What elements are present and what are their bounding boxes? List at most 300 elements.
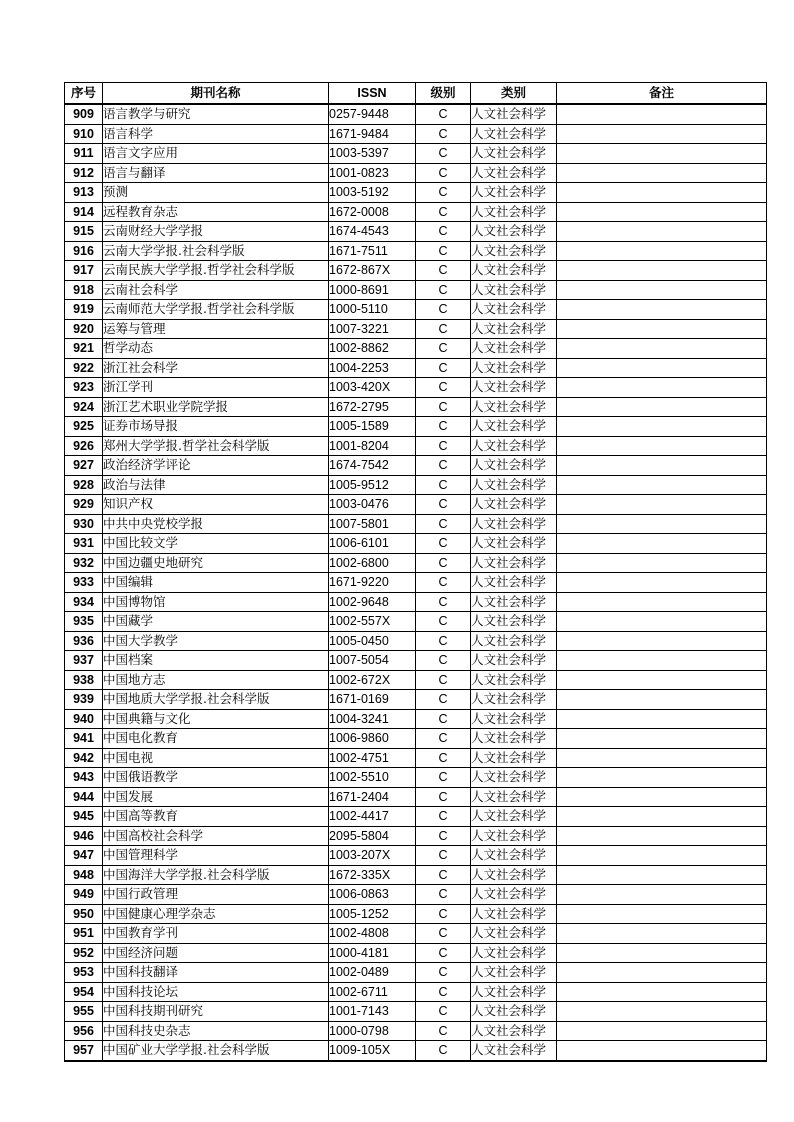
- cell-issn: 1002-8862: [329, 339, 416, 359]
- cell-no: 913: [65, 183, 103, 203]
- cell-note: [557, 553, 767, 573]
- cell-journal-name: 中国藏学: [103, 612, 329, 632]
- table-row: [65, 943, 767, 963]
- cell-note: [557, 358, 767, 378]
- header-level: 级别: [416, 83, 471, 105]
- cell-category: 人文社会科学: [471, 924, 557, 944]
- cell-category: 人文社会科学: [471, 982, 557, 1002]
- cell-journal-name: 中国俄语教学: [103, 768, 329, 788]
- table-row: [65, 846, 767, 866]
- cell-no: 929: [65, 495, 103, 515]
- cell-note: [557, 534, 767, 554]
- table-row: [65, 904, 767, 924]
- cell-issn: 1671-0169: [329, 690, 416, 710]
- cell-category: 人文社会科学: [471, 378, 557, 398]
- cell-no: 950: [65, 904, 103, 924]
- cell-category: 人文社会科学: [471, 826, 557, 846]
- table-row: [65, 826, 767, 846]
- cell-journal-name: 中国科技翻译: [103, 963, 329, 983]
- cell-journal-name: 中国管理科学: [103, 846, 329, 866]
- cell-no: 928: [65, 475, 103, 495]
- cell-no: 916: [65, 241, 103, 261]
- cell-note: [557, 904, 767, 924]
- cell-category: 人文社会科学: [471, 319, 557, 339]
- cell-note: [557, 124, 767, 144]
- cell-journal-name: 知识产权: [103, 495, 329, 515]
- cell-no: 936: [65, 631, 103, 651]
- cell-level: C: [416, 358, 471, 378]
- cell-issn: 1005-9512: [329, 475, 416, 495]
- cell-journal-name: 中国地方志: [103, 670, 329, 690]
- cell-level: C: [416, 280, 471, 300]
- cell-note: [557, 436, 767, 456]
- cell-journal-name: 中国教育学刊: [103, 924, 329, 944]
- cell-journal-name: 中国大学教学: [103, 631, 329, 651]
- cell-no: 930: [65, 514, 103, 534]
- table-row: [65, 378, 767, 398]
- table-row: [65, 651, 767, 671]
- cell-no: 945: [65, 807, 103, 827]
- cell-level: C: [416, 729, 471, 749]
- cell-note: [557, 144, 767, 164]
- cell-issn: 1002-4751: [329, 748, 416, 768]
- table-row: [65, 573, 767, 593]
- cell-journal-name: 浙江社会科学: [103, 358, 329, 378]
- cell-issn: 1000-4181: [329, 943, 416, 963]
- cell-category: 人文社会科学: [471, 592, 557, 612]
- cell-level: C: [416, 124, 471, 144]
- cell-journal-name: 证券市场导报: [103, 417, 329, 437]
- cell-category: 人文社会科学: [471, 807, 557, 827]
- cell-level: C: [416, 397, 471, 417]
- cell-note: [557, 982, 767, 1002]
- cell-category: 人文社会科学: [471, 397, 557, 417]
- cell-note: [557, 319, 767, 339]
- cell-no: 948: [65, 865, 103, 885]
- table-row: [65, 670, 767, 690]
- cell-category: 人文社会科学: [471, 495, 557, 515]
- cell-note: [557, 495, 767, 515]
- cell-note: [557, 651, 767, 671]
- cell-category: 人文社会科学: [471, 651, 557, 671]
- cell-issn: 1002-6711: [329, 982, 416, 1002]
- cell-level: C: [416, 1021, 471, 1041]
- cell-issn: 1006-9860: [329, 729, 416, 749]
- table-row: [65, 924, 767, 944]
- table-row: [65, 358, 767, 378]
- table-row: [65, 495, 767, 515]
- table-row: [65, 534, 767, 554]
- cell-level: C: [416, 261, 471, 281]
- cell-level: C: [416, 514, 471, 534]
- cell-level: C: [416, 943, 471, 963]
- cell-issn: 1671-2404: [329, 787, 416, 807]
- cell-journal-name: 中国比较文学: [103, 534, 329, 554]
- cell-level: C: [416, 183, 471, 203]
- cell-level: C: [416, 904, 471, 924]
- journal-table: [64, 82, 767, 1062]
- cell-journal-name: 中国科技史杂志: [103, 1021, 329, 1041]
- cell-journal-name: 中共中央党校学报: [103, 514, 329, 534]
- cell-level: C: [416, 339, 471, 359]
- cell-issn: 1000-0798: [329, 1021, 416, 1041]
- cell-issn: 1007-5801: [329, 514, 416, 534]
- cell-note: [557, 924, 767, 944]
- cell-no: 946: [65, 826, 103, 846]
- table-row: [65, 339, 767, 359]
- cell-category: 人文社会科学: [471, 241, 557, 261]
- cell-journal-name: 语言与翻译: [103, 163, 329, 183]
- cell-no: 938: [65, 670, 103, 690]
- table-row: [65, 963, 767, 983]
- cell-level: C: [416, 963, 471, 983]
- cell-category: 人文社会科学: [471, 865, 557, 885]
- header-issn: ISSN: [329, 83, 416, 105]
- table-row: [65, 183, 767, 203]
- cell-level: C: [416, 690, 471, 710]
- cell-level: C: [416, 865, 471, 885]
- cell-category: 人文社会科学: [471, 573, 557, 593]
- cell-no: 940: [65, 709, 103, 729]
- cell-note: [557, 280, 767, 300]
- cell-category: 人文社会科学: [471, 963, 557, 983]
- cell-journal-name: 语言文字应用: [103, 144, 329, 164]
- cell-no: 917: [65, 261, 103, 281]
- header-name: 期刊名称: [103, 83, 329, 105]
- table-row: [65, 104, 767, 124]
- cell-issn: 1007-3221: [329, 319, 416, 339]
- cell-category: 人文社会科学: [471, 261, 557, 281]
- cell-issn: 1003-0476: [329, 495, 416, 515]
- cell-note: [557, 378, 767, 398]
- table-row: [65, 1041, 767, 1061]
- header-type: 类别: [471, 83, 557, 105]
- cell-no: 915: [65, 222, 103, 242]
- cell-no: 939: [65, 690, 103, 710]
- table-row: [65, 768, 767, 788]
- cell-category: 人文社会科学: [471, 904, 557, 924]
- cell-issn: 1005-1589: [329, 417, 416, 437]
- cell-level: C: [416, 709, 471, 729]
- cell-level: C: [416, 670, 471, 690]
- cell-journal-name: 中国编辑: [103, 573, 329, 593]
- cell-issn: 1000-8691: [329, 280, 416, 300]
- cell-category: 人文社会科学: [471, 553, 557, 573]
- cell-no: 922: [65, 358, 103, 378]
- cell-issn: 1003-5192: [329, 183, 416, 203]
- cell-note: [557, 592, 767, 612]
- cell-note: [557, 1041, 767, 1061]
- cell-level: C: [416, 300, 471, 320]
- cell-journal-name: 中国经济问题: [103, 943, 329, 963]
- cell-category: 人文社会科学: [471, 475, 557, 495]
- cell-note: [557, 768, 767, 788]
- cell-issn: 1006-0863: [329, 885, 416, 905]
- cell-no: 931: [65, 534, 103, 554]
- cell-no: 937: [65, 651, 103, 671]
- cell-note: [557, 807, 767, 827]
- cell-category: 人文社会科学: [471, 124, 557, 144]
- cell-level: C: [416, 222, 471, 242]
- table-row: [65, 709, 767, 729]
- table-row: [65, 807, 767, 827]
- cell-issn: 1672-0008: [329, 202, 416, 222]
- table-row: [65, 592, 767, 612]
- cell-level: C: [416, 436, 471, 456]
- cell-journal-name: 中国健康心理学杂志: [103, 904, 329, 924]
- cell-level: C: [416, 885, 471, 905]
- cell-no: 934: [65, 592, 103, 612]
- cell-no: 942: [65, 748, 103, 768]
- cell-level: C: [416, 144, 471, 164]
- cell-level: C: [416, 982, 471, 1002]
- cell-category: 人文社会科学: [471, 768, 557, 788]
- cell-no: 932: [65, 553, 103, 573]
- cell-category: 人文社会科学: [471, 1041, 557, 1061]
- cell-no: 954: [65, 982, 103, 1002]
- cell-level: C: [416, 163, 471, 183]
- cell-no: 918: [65, 280, 103, 300]
- cell-category: 人文社会科学: [471, 534, 557, 554]
- cell-note: [557, 163, 767, 183]
- cell-journal-name: 云南大学学报.社会科学版: [103, 241, 329, 261]
- cell-category: 人文社会科学: [471, 885, 557, 905]
- cell-category: 人文社会科学: [471, 280, 557, 300]
- cell-note: [557, 709, 767, 729]
- table-row: [65, 202, 767, 222]
- cell-issn: 1009-105X: [329, 1041, 416, 1061]
- cell-level: C: [416, 495, 471, 515]
- table-row: [65, 885, 767, 905]
- cell-journal-name: 远程教育杂志: [103, 202, 329, 222]
- cell-issn: 1672-2795: [329, 397, 416, 417]
- cell-no: 910: [65, 124, 103, 144]
- table-row: [65, 280, 767, 300]
- table-row: [65, 319, 767, 339]
- cell-journal-name: 浙江艺术职业学院学报: [103, 397, 329, 417]
- cell-journal-name: 中国典籍与文化: [103, 709, 329, 729]
- cell-no: 927: [65, 456, 103, 476]
- cell-no: 947: [65, 846, 103, 866]
- cell-note: [557, 826, 767, 846]
- header-no: 序号: [65, 83, 103, 105]
- cell-category: 人文社会科学: [471, 514, 557, 534]
- cell-issn: 1672-867X: [329, 261, 416, 281]
- table-row: [65, 865, 767, 885]
- cell-journal-name: 中国电视: [103, 748, 329, 768]
- cell-journal-name: 中国发展: [103, 787, 329, 807]
- cell-note: [557, 943, 767, 963]
- table-row: [65, 1002, 767, 1022]
- cell-level: C: [416, 534, 471, 554]
- cell-category: 人文社会科学: [471, 358, 557, 378]
- cell-journal-name: 中国高校社会科学: [103, 826, 329, 846]
- table-row: [65, 261, 767, 281]
- cell-level: C: [416, 104, 471, 124]
- header-note: 备注: [557, 83, 767, 105]
- cell-category: 人文社会科学: [471, 163, 557, 183]
- cell-category: 人文社会科学: [471, 202, 557, 222]
- cell-no: 933: [65, 573, 103, 593]
- table-row: [65, 417, 767, 437]
- cell-issn: 1001-8204: [329, 436, 416, 456]
- cell-issn: 1001-0823: [329, 163, 416, 183]
- cell-issn: 1002-9648: [329, 592, 416, 612]
- table-header: [65, 83, 767, 105]
- cell-level: C: [416, 748, 471, 768]
- cell-issn: 1002-0489: [329, 963, 416, 983]
- cell-note: [557, 397, 767, 417]
- table-row: [65, 241, 767, 261]
- cell-level: C: [416, 826, 471, 846]
- cell-note: [557, 690, 767, 710]
- cell-issn: 1006-6101: [329, 534, 416, 554]
- cell-no: 951: [65, 924, 103, 944]
- cell-level: C: [416, 573, 471, 593]
- cell-issn: 1000-5110: [329, 300, 416, 320]
- cell-journal-name: 中国博物馆: [103, 592, 329, 612]
- cell-issn: 1002-672X: [329, 670, 416, 690]
- table-row: [65, 982, 767, 1002]
- cell-issn: 1002-557X: [329, 612, 416, 632]
- cell-note: [557, 963, 767, 983]
- cell-journal-name: 中国行政管理: [103, 885, 329, 905]
- cell-level: C: [416, 1002, 471, 1022]
- cell-level: C: [416, 768, 471, 788]
- cell-note: [557, 1002, 767, 1022]
- table-row: [65, 514, 767, 534]
- table-row: [65, 163, 767, 183]
- cell-category: 人文社会科学: [471, 417, 557, 437]
- cell-note: [557, 846, 767, 866]
- cell-no: 926: [65, 436, 103, 456]
- cell-note: [557, 222, 767, 242]
- cell-journal-name: 中国矿业大学学报.社会科学版: [103, 1041, 329, 1061]
- cell-journal-name: 郑州大学学报.哲学社会科学版: [103, 436, 329, 456]
- table-row: [65, 729, 767, 749]
- cell-category: 人文社会科学: [471, 748, 557, 768]
- cell-no: 944: [65, 787, 103, 807]
- cell-category: 人文社会科学: [471, 612, 557, 632]
- cell-category: 人文社会科学: [471, 709, 557, 729]
- cell-level: C: [416, 631, 471, 651]
- table-row: [65, 631, 767, 651]
- table-row: [65, 456, 767, 476]
- cell-issn: 1005-0450: [329, 631, 416, 651]
- cell-note: [557, 104, 767, 124]
- cell-note: [557, 670, 767, 690]
- cell-journal-name: 云南民族大学学报.哲学社会科学版: [103, 261, 329, 281]
- cell-category: 人文社会科学: [471, 222, 557, 242]
- cell-issn: 1671-9220: [329, 573, 416, 593]
- cell-category: 人文社会科学: [471, 144, 557, 164]
- cell-journal-name: 中国档案: [103, 651, 329, 671]
- cell-level: C: [416, 787, 471, 807]
- cell-journal-name: 运筹与管理: [103, 319, 329, 339]
- cell-category: 人文社会科学: [471, 690, 557, 710]
- cell-level: C: [416, 651, 471, 671]
- cell-level: C: [416, 475, 471, 495]
- cell-category: 人文社会科学: [471, 1002, 557, 1022]
- cell-issn: 1007-5054: [329, 651, 416, 671]
- cell-issn: 1002-4417: [329, 807, 416, 827]
- cell-no: 919: [65, 300, 103, 320]
- table-body: [65, 104, 767, 1061]
- cell-note: [557, 417, 767, 437]
- cell-level: C: [416, 1041, 471, 1061]
- cell-journal-name: 中国电化教育: [103, 729, 329, 749]
- table-row: [65, 300, 767, 320]
- cell-journal-name: 语言教学与研究: [103, 104, 329, 124]
- cell-issn: 2095-5804: [329, 826, 416, 846]
- cell-no: 914: [65, 202, 103, 222]
- cell-no: 943: [65, 768, 103, 788]
- cell-level: C: [416, 592, 471, 612]
- cell-category: 人文社会科学: [471, 670, 557, 690]
- cell-issn: 1674-4543: [329, 222, 416, 242]
- cell-category: 人文社会科学: [471, 104, 557, 124]
- table-row: [65, 553, 767, 573]
- cell-note: [557, 475, 767, 495]
- cell-issn: 1671-9484: [329, 124, 416, 144]
- table-row: [65, 475, 767, 495]
- cell-note: [557, 1021, 767, 1041]
- cell-issn: 1002-5510: [329, 768, 416, 788]
- table-row: [65, 1021, 767, 1041]
- cell-no: 941: [65, 729, 103, 749]
- cell-journal-name: 云南社会科学: [103, 280, 329, 300]
- cell-note: [557, 241, 767, 261]
- table-row: [65, 748, 767, 768]
- cell-no: 949: [65, 885, 103, 905]
- cell-level: C: [416, 417, 471, 437]
- cell-no: 956: [65, 1021, 103, 1041]
- table-row: [65, 124, 767, 144]
- cell-category: 人文社会科学: [471, 339, 557, 359]
- cell-no: 912: [65, 163, 103, 183]
- cell-note: [557, 865, 767, 885]
- cell-journal-name: 中国边疆史地研究: [103, 553, 329, 573]
- cell-journal-name: 中国海洋大学学报.社会科学版: [103, 865, 329, 885]
- cell-issn: 1003-5397: [329, 144, 416, 164]
- cell-no: 911: [65, 144, 103, 164]
- cell-note: [557, 261, 767, 281]
- cell-journal-name: 云南师范大学学报.哲学社会科学版: [103, 300, 329, 320]
- cell-note: [557, 300, 767, 320]
- cell-level: C: [416, 924, 471, 944]
- cell-level: C: [416, 612, 471, 632]
- cell-note: [557, 748, 767, 768]
- cell-note: [557, 202, 767, 222]
- cell-level: C: [416, 319, 471, 339]
- cell-note: [557, 631, 767, 651]
- cell-journal-name: 中国高等教育: [103, 807, 329, 827]
- cell-level: C: [416, 378, 471, 398]
- cell-category: 人文社会科学: [471, 787, 557, 807]
- cell-journal-name: 政治与法律: [103, 475, 329, 495]
- cell-level: C: [416, 807, 471, 827]
- cell-issn: 1005-1252: [329, 904, 416, 924]
- cell-issn: 1674-7542: [329, 456, 416, 476]
- cell-category: 人文社会科学: [471, 1021, 557, 1041]
- cell-no: 925: [65, 417, 103, 437]
- cell-category: 人文社会科学: [471, 183, 557, 203]
- cell-issn: 1004-3241: [329, 709, 416, 729]
- table-row: [65, 690, 767, 710]
- cell-note: [557, 573, 767, 593]
- cell-no: 953: [65, 963, 103, 983]
- cell-note: [557, 729, 767, 749]
